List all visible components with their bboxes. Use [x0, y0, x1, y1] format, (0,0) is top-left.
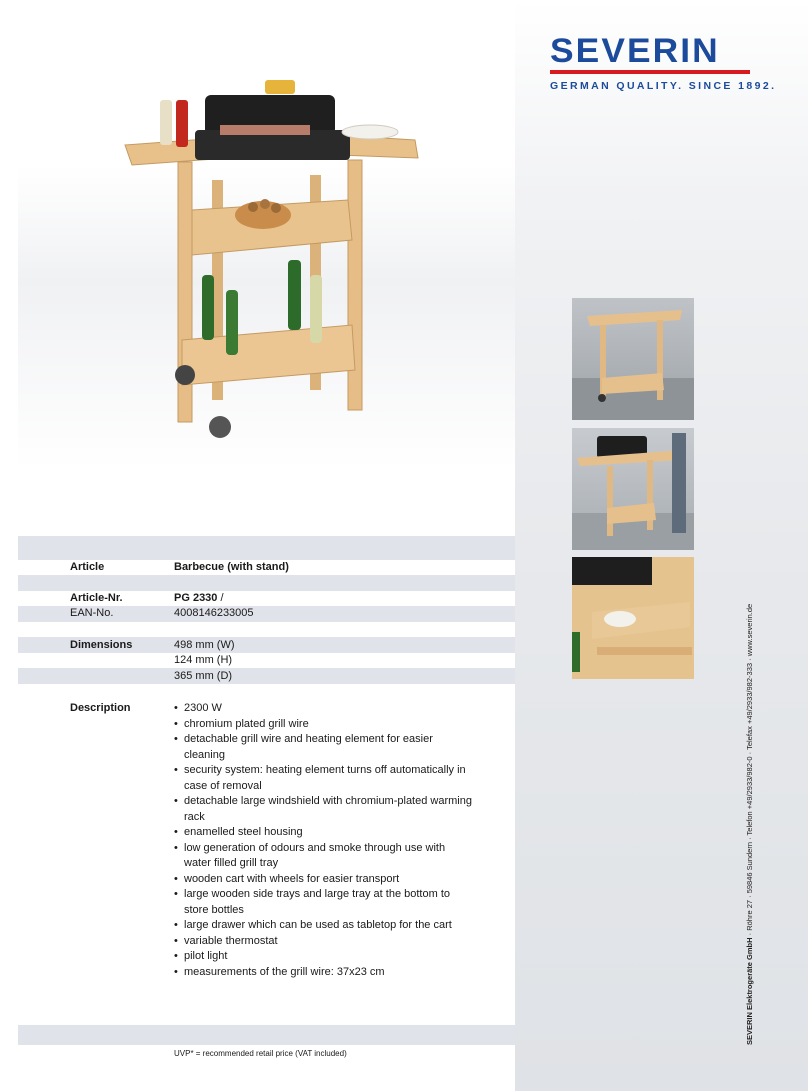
severin-logo: [550, 32, 777, 92]
description-label: Description: [70, 702, 131, 714]
company-name: SEVERIN Elektrogeräte GmbH: [745, 937, 754, 1045]
dimension-width: 498 mm (W): [174, 639, 235, 651]
table-band: [18, 1025, 515, 1045]
dimension-depth: 365 mm (D): [174, 670, 233, 682]
article-nr-value: PG 2330: [174, 592, 218, 604]
article-label: Article: [70, 561, 105, 573]
thumbnail-cart-with-grill: [572, 428, 694, 550]
description-item: • detachable grill wire and heating element for easier cleaning: [174, 732, 474, 763]
dimension-height: 124 mm (H): [174, 654, 233, 666]
product-image-barbecue-cart: [120, 70, 430, 470]
company-details: · Röhre 27 · 59846 Sundern · Telefon +49/2933/982-0 · Telefax +49/2933/982-333 · www.severin.de: [745, 603, 754, 938]
article-nr-label: Article-Nr.: [70, 592, 123, 604]
description-item: • detachable large windshield with chromium-plated warming rack: [174, 794, 474, 825]
description-item: • large wooden side trays and large tray at the bottom to store bottles: [174, 887, 474, 918]
ean-label: EAN-No.: [70, 607, 114, 619]
description-item: • low generation of odours and smoke through use with water filled grill tray: [174, 841, 474, 872]
description-item: • chromium plated grill wire: [174, 717, 474, 733]
description-item: • enamelled steel housing: [174, 825, 474, 841]
article-nr-row: [174, 591, 224, 607]
thumbnail-cart-drawer: [572, 557, 694, 679]
table-band: [18, 575, 515, 591]
brand-name: SEVERIN: [550, 32, 720, 70]
article-nr-suffix: /: [217, 592, 224, 604]
description-list: [174, 701, 474, 980]
description-item: • 2300 W: [174, 701, 474, 717]
ean-value: 4008146233005: [174, 607, 254, 619]
description-item: • measurements of the grill wire: 37x23 cm: [174, 965, 474, 981]
article-value: Barbecue (with stand): [174, 561, 289, 573]
description-item: • large drawer which can be used as tabletop for the cart: [174, 918, 474, 934]
dimensions-label: Dimensions: [70, 639, 133, 651]
company-contact-line: [745, 604, 754, 1045]
thumbnail-cart-empty: [572, 298, 694, 420]
table-band: [18, 622, 515, 637]
price-footnote: UVP* = recommended retail price (VAT included): [174, 1049, 347, 1058]
table-band: [18, 668, 515, 684]
logo-red-bar: [550, 70, 750, 74]
description-item: • security system: heating element turns off automatically in case of removal: [174, 763, 474, 794]
table-band: [18, 536, 515, 560]
description-item: • variable thermostat: [174, 934, 474, 950]
brand-tagline: GERMAN QUALITY. SINCE 1892.: [550, 80, 777, 92]
description-item: • pilot light: [174, 949, 474, 965]
description-item: • wooden cart with wheels for easier transport: [174, 872, 474, 888]
